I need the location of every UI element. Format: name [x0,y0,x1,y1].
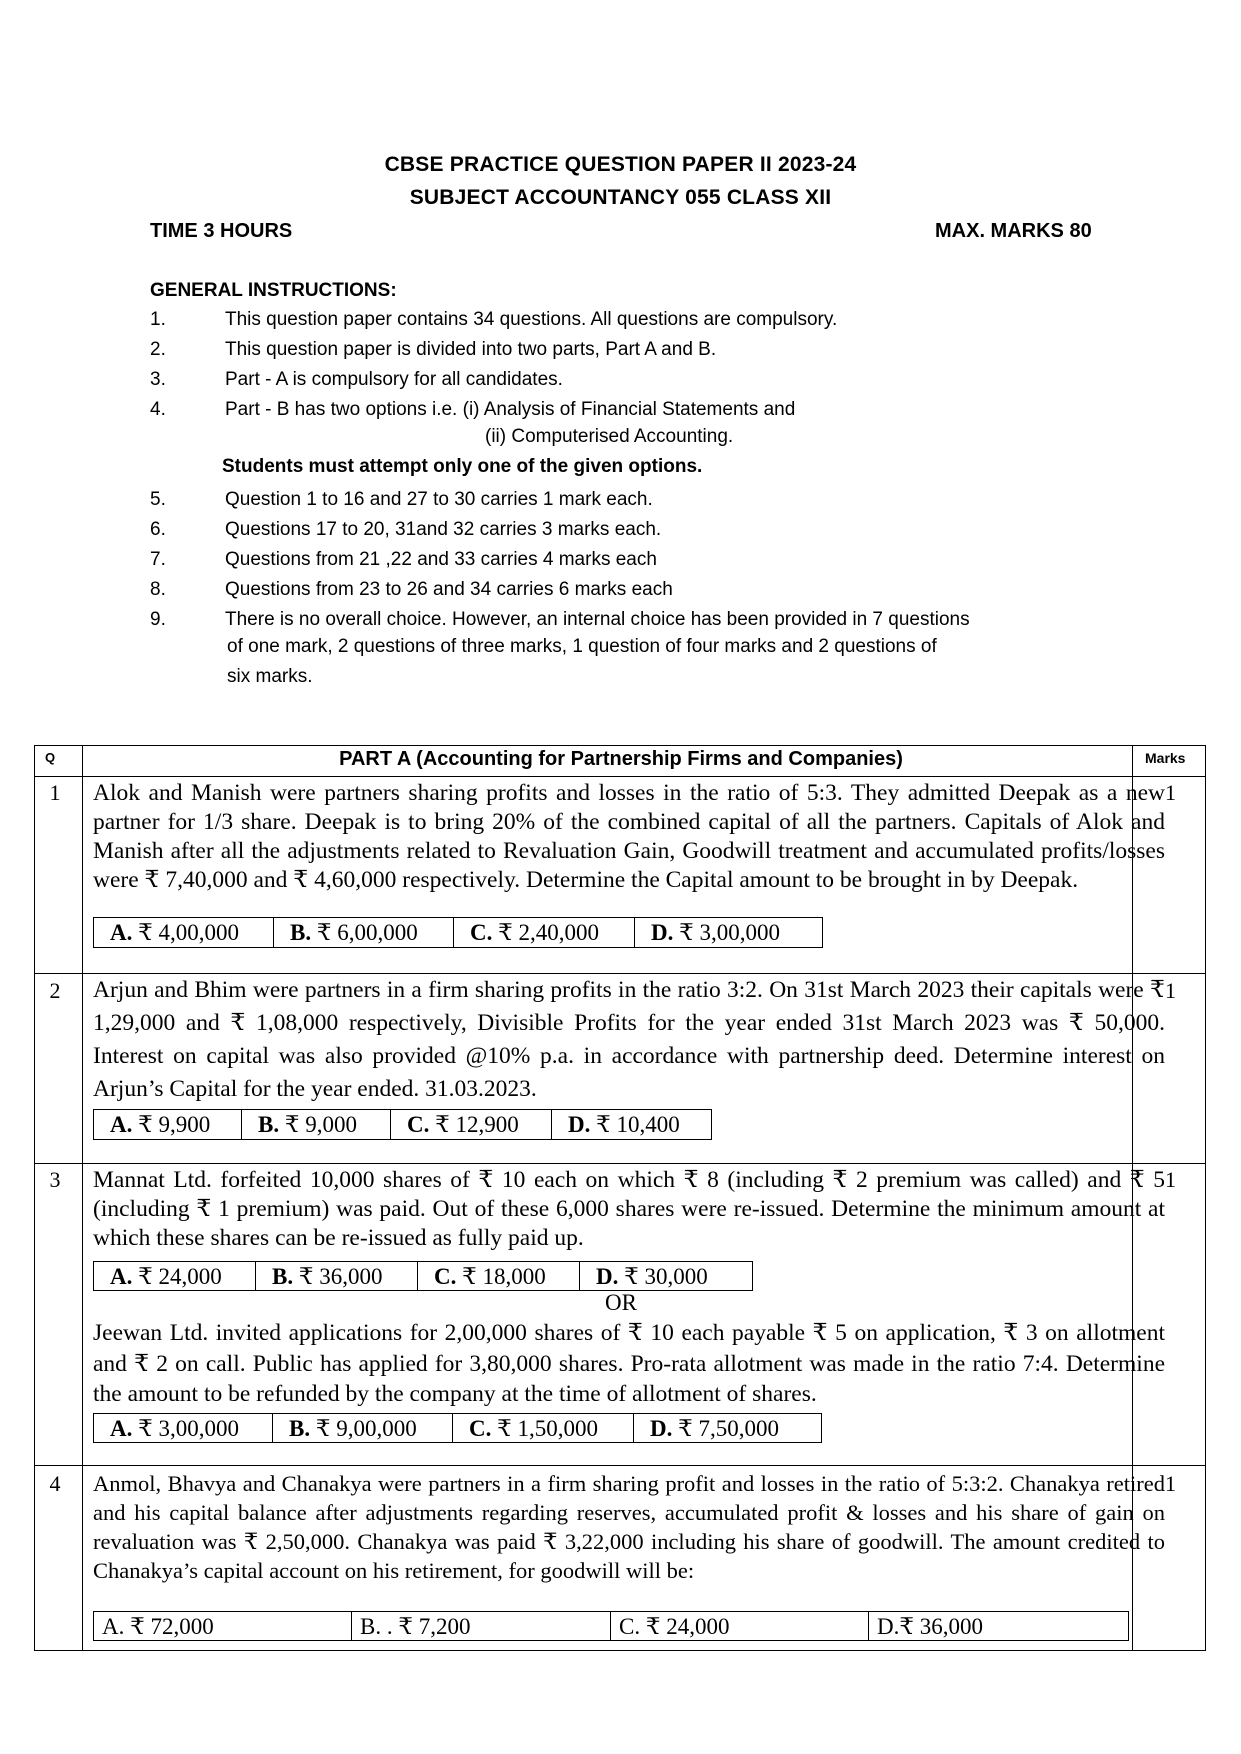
instruction-number: 7. [150,549,166,570]
alternative-question-text: Jeewan Ltd. invited applications for 2,00,000 shares of ₹ 10 each payable ₹ 5 on application, ₹ 3 on allotment and ₹ 2 on call. Public has applied for 3,80,000 shares. Pro-rata allotment was made in the ratio 7:4. Determine the amount to be refunded by the company at the time of allotment of shares. [93,1320,1165,1407]
option-b[interactable]: B. . ₹ 7,200 [352,1612,611,1640]
instruction-number: 1. [150,309,166,330]
instruction-continuation: of one mark, 2 questions of three marks, 1 question of four marks and 2 questions of [227,636,937,657]
instruction-text: Questions 17 to 20, 31and 32 carries 3 marks each. [225,519,662,540]
question-number: 1 [49,780,61,805]
instruction-text: Part - B has two options i.e. (i) Analysis of Financial Statements and [225,399,796,420]
instruction-number: 3. [150,369,166,390]
option-d[interactable]: D. ₹ 30,000 [596,1264,708,1289]
answer-options [93,917,823,948]
question-marks: 1 [1165,1167,1176,1192]
paper-title: CBSE PRACTICE QUESTION PAPER II 2023-24 [384,153,857,176]
instructions-heading: GENERAL INSTRUCTIONS: [150,280,397,301]
option-d[interactable]: D. ₹ 10,400 [568,1112,680,1137]
max-marks: MAX. MARKS 80 [935,220,1092,242]
instruction-text: Questions from 23 to 26 and 34 carries 6 marks each [225,579,673,600]
question-marks: 1 [1165,780,1176,805]
option-a[interactable]: A. ₹ 4,00,000 [94,918,274,947]
option-d[interactable]: D.₹ 36,000 [877,1614,983,1639]
option-b[interactable]: B. ₹ 6,00,000 [274,918,454,947]
or-separator: OR [605,1290,637,1315]
instruction-text: This question paper contains 34 questions. All questions are compulsory. [225,309,838,330]
question-marks: 1 [1165,1471,1176,1496]
option-b[interactable]: B. ₹ 9,000 [242,1110,391,1139]
instruction-number: 4. [150,399,166,420]
option-d[interactable]: D. ₹ 7,50,000 [650,1416,780,1441]
instruction-text: Part - A is compulsory for all candidates. [225,369,563,390]
question-text: Arjun and Bhim were partners in a firm sharing profits in the ratio 3:2. On 31st March 2023 their capitals were ₹ 1,29,000 and ₹ 1,08,000 respectively, Divisible Profits for the year ended 31st March 2023 was ₹ 50,000. Interest on capital was also provided @10% p.a. in accordance with partnership deed. Determine interest on Arjun’s Capital for the year ended. 31.03.2023. [93,977,1165,1102]
option-a[interactable]: A. ₹ 24,000 [94,1262,256,1290]
instruction-number: 6. [150,519,166,540]
part-title: PART A (Accounting for Partnership Firms and Companies) [339,748,903,770]
question-text: Mannat Ltd. forfeited 10,000 shares of ₹ 10 each on which ₹ 8 (including ₹ 2 premium was called) and ₹ 5 (including ₹ 1 premium) was paid. Out of these 6,000 shares were re-issued. Determine the minimum amount at which these shares can be re-issued as fully paid up. [93,1167,1165,1251]
option-a[interactable]: A. ₹ 72,000 [94,1612,352,1640]
column-header-q: Q [45,750,56,765]
option-c[interactable]: C. ₹ 18,000 [418,1262,580,1290]
option-c[interactable]: C. ₹ 2,40,000 [454,918,635,947]
instruction-number: 9. [150,609,166,630]
answer-options [93,1413,822,1443]
option-b[interactable]: B. ₹ 36,000 [256,1262,418,1290]
question-number: 2 [49,978,61,1003]
option-a[interactable]: A. ₹ 9,900 [94,1110,242,1139]
row-divider [35,1465,1205,1466]
option-c[interactable]: C. ₹ 1,50,000 [453,1414,634,1442]
time-allowed: TIME 3 HOURS [150,220,293,242]
option-c[interactable]: C. ₹ 24,000 [611,1612,869,1640]
instruction-number: 2. [150,339,166,360]
instruction-text: This question paper is divided into two parts, Part A and B. [225,339,717,360]
instruction-text: Question 1 to 16 and 27 to 30 carries 1 mark each. [225,489,653,510]
paper-subject: SUBJECT ACCOUNTANCY 055 CLASS XII [409,186,832,209]
option-a[interactable]: A. ₹ 3,00,000 [94,1414,273,1442]
row-divider [35,1163,1205,1164]
question-number: 4 [49,1471,61,1496]
instruction-text: There is no overall choice. However, an internal choice has been provided in 7 questions [225,609,970,630]
students-note: Students must attempt only one of the given options. [222,456,703,477]
question-number: 3 [49,1167,61,1192]
question-table [34,745,1206,1651]
answer-options [93,1261,753,1291]
answer-options [93,1611,1129,1641]
column-divider [82,746,83,1650]
option-b[interactable]: B. ₹ 9,00,000 [273,1414,453,1442]
instruction-continuation: (ii) Computerised Accounting. [485,426,734,447]
answer-options [93,1109,712,1140]
option-c[interactable]: C. ₹ 12,900 [391,1110,552,1139]
instruction-text: Questions from 21 ,22 and 33 carries 4 marks each [225,549,657,570]
instruction-continuation: six marks. [227,666,313,687]
instruction-number: 5. [150,489,166,510]
option-d[interactable]: D. ₹ 3,00,000 [651,920,781,945]
column-header-marks: Marks [1145,750,1186,766]
question-text: Alok and Manish were partners sharing profits and losses in the ratio of 5:3. They admitted Deepak as a new partner for 1/3 share. Deepak is to bring 20% of the combined capital of all the partners. Capitals of Alok and Manish after all the adjustments related to Revaluation Gain, Goodwill treatment and accumulated profits/losses were ₹ 7,40,000 and ₹ 4,60,000 respectively. Determine the Capital amount to be brought in by Deepak. [93,780,1165,893]
question-text: Anmol, Bhavya and Chanakya were partners in a firm sharing profit and losses in the ratio of 5:3:2. Chanakya retired and his capital balance after adjustments regarding reserves, accumulated profit & losses and his share of gain on revaluation was ₹ 2,50,000. Chanakya was paid ₹ 3,22,000 including his share of goodwill. The amount credited to Chanakya’s capital account on his retirement, for goodwill will be: [93,1471,1165,1583]
instruction-number: 8. [150,579,166,600]
question-marks: 1 [1165,978,1176,1003]
row-divider [35,776,1205,777]
